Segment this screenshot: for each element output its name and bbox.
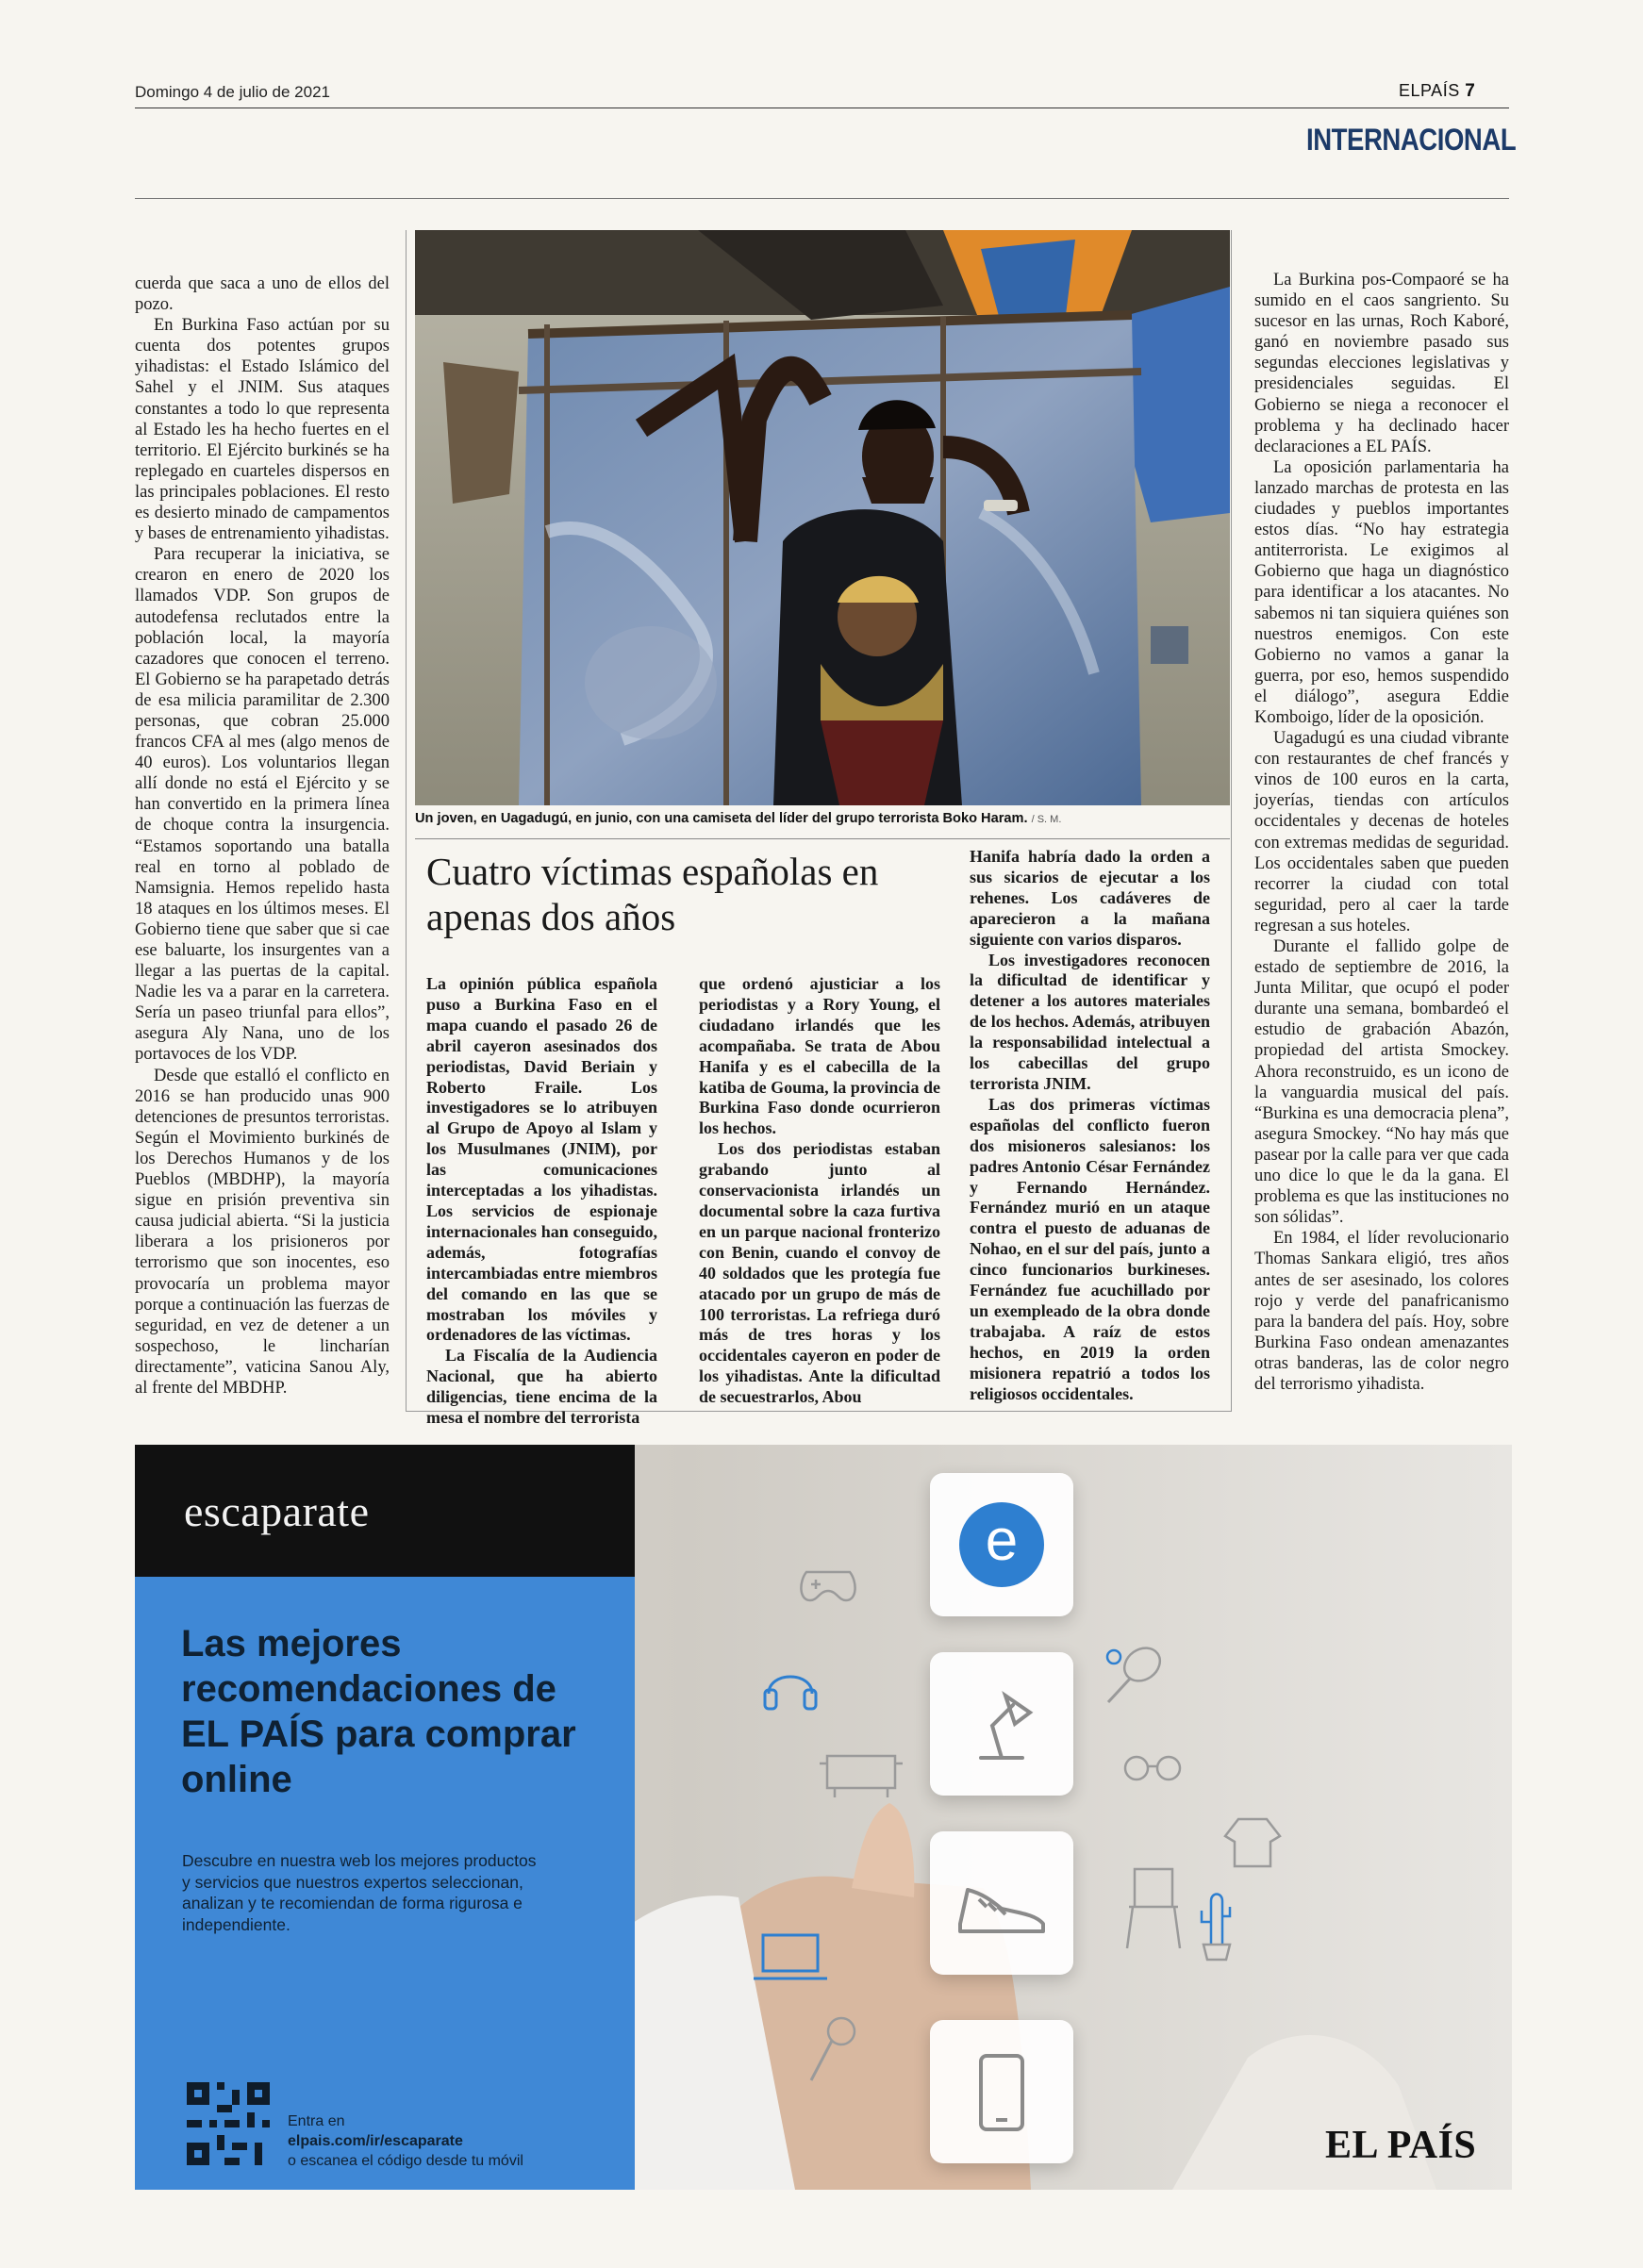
headphones-icon: [757, 1652, 823, 1718]
paragraph: cuerda que saca a uno de ellos del pozo.: [135, 274, 390, 315]
cta-url[interactable]: elpais.com/ir/escaparate: [288, 2133, 463, 2149]
paragraph: En Burkina Faso actúan por su cuenta dos potentes grupos yihadistas: el Estado Islámico del Sahel y el JNIM. Sus ataques constantes a todo lo que representa al Estado les ha hecho fuertes en el territorio. El Ejército burkinés se ha replegado en cuarteles dispersos en las principales poblaciones. El resto es desierto minado de campamentos y bases de entrenamiento yihadistas.: [135, 316, 390, 544]
ad-label: escaparate: [184, 1487, 370, 1535]
ad-brand-logo: EL PAÍS: [1325, 2124, 1477, 2167]
microphone-icon: [800, 2011, 866, 2095]
gamepad-icon: [795, 1553, 861, 1610]
ad-tile-escaparate: [930, 1473, 1073, 1616]
ad-headline: Las mejores recomendaciones de EL PAÍS para comprar online: [181, 1623, 576, 1800]
article-column-1: [135, 273, 390, 1399]
escaparate-e-icon: e: [959, 1502, 1044, 1587]
sidebar-title: Cuatro víctimas españolas en apenas dos años: [426, 850, 879, 938]
tennis-racket-icon: [1097, 1638, 1172, 1713]
section-rule: [135, 198, 1509, 199]
ad-label-bar: [135, 1445, 635, 1577]
paragraph: que ordenó ajusticiar a los periodistas y a Rory Young, el ciudadano irlandés que les acompañaba. Se trata de Abou Hanifa y es el cabecilla de la katiba de Gouma, la provincia de Burkina Faso donde ocurrieron los hechos.: [699, 974, 940, 1138]
page-number: 7: [1465, 81, 1476, 101]
ad-tile-sneaker: [930, 1831, 1073, 1975]
cactus-icon: [1187, 1888, 1243, 1963]
masthead: [1399, 81, 1475, 102]
paragraph: Los investigadores reconocen la dificultad de identificar y detener a los autores materiales de los hechos. Además, atribuyen la responsabilidad intelectual a los cabecillas del grupo terrorista JNIM.: [970, 950, 1210, 1093]
ad-tile-phone: [930, 2020, 1073, 2163]
sneaker-icon: [930, 1831, 1073, 1975]
brand-name: ELPAÍS: [1399, 81, 1460, 100]
article-column-right: [1254, 270, 1509, 1395]
escaparate-ad[interactable]: [135, 1445, 1512, 2190]
chair-icon: [1116, 1860, 1191, 1954]
sidebar-rule-top: [415, 838, 1230, 839]
photo-caption: [415, 811, 1236, 826]
paragraph: Desde que estalló el conflicto en 2016 se han producido unas 900 detenciones de presuntos terroristas. Según el Movimiento burkinés de los Derechos Humanos y de los Pueblos (MBDHP), la mayoría sigue en prisión preventiva sin causa judicial abierta. “Si la justicia liberara a los prisioneros por terrorismo que son inocentes, eso provocaría un problema mayor porque a continuación las fuerzas de seguridad, en vez de detener a un sospechoso, le lincharían directamente”, vaticina Sanou Aly, al frente del MBDHP.: [135, 1066, 390, 1398]
laptop-icon: [748, 1926, 833, 1992]
lamp-icon: [930, 1652, 1073, 1796]
sidebar-column-a: [426, 974, 657, 1429]
page-date: Domingo 4 de julio de 2021: [135, 83, 330, 101]
paragraph: La opinión pública española puso a Burkina Faso en el mapa cuando el pasado 26 de abril cayeron asesinados dos periodistas, David Beriain y Roberto Fraile. Los investigadores se lo atribuyen al Grupo de Apoyo al Islam y los Musulmanes (JNIM), por las comunicaciones interceptadas a los yihadistas. Los servicios de espionaje internacionales han conseguido, además, fotografías intercambiadas entre miembros del comando en las que se mostraban los móviles y ordenadores de las víctimas.: [426, 974, 657, 1345]
photo-credit: / S. M.: [1031, 814, 1062, 825]
sidebar-column-c: [970, 847, 1210, 1404]
hoodie-icon: [1220, 1808, 1286, 1874]
paragraph: Hanifa habría dado la orden a sus sicarios de ejecutar a los rehenes. Los cadáveres de aparecieron a la mañana siguiente con varios disparos.: [970, 847, 1210, 949]
paragraph: La Burkina pos-Compaoré se ha sumido en el caos sangriento. Su sucesor en las urnas, Roch Kaboré, ganó en noviembre pasado sus segundas elecciones legislativas y presidenciales seguidas. El Gobierno se niega a reconocer el problema y ha declinado hacer declaraciones a EL PAÍS.: [1254, 271, 1509, 456]
paragraph: En 1984, el líder revolucionario Thomas Sankara eligió, tres años antes de ser asesinado, los colores rojo y verde del panafricanismo para la bandera del país. Hoy, sobre Burkina Faso ondean amenazantes otras banderas, las de color negro del terrorismo yihadista.: [1254, 1229, 1509, 1394]
sidebar-rule-right: [1231, 230, 1232, 1411]
article-photo: [415, 230, 1230, 805]
paragraph: Uagadugú es una ciudad vibrante con restaurantes de chef francés y vinos de 100 euros en la carta, joyerías, tiendas con artículos occidentales y decenas de hoteles con extremas medidas de seguridad. Los occidentales saben que pueden recorrer la ciudad con total seguridad, pero al caer la tarde regresan a sus hoteles.: [1254, 729, 1509, 935]
ad-body: Descubre en nuestra web los mejores productos y servicios que nuestros expertos seleccionan, analizan y te recomiendan de forma rigurosa e independiente.: [182, 1851, 537, 1934]
sofa-icon: [814, 1728, 908, 1803]
sidebar-column-b: [699, 974, 940, 1408]
paragraph: La oposición parlamentaria ha lanzado marchas de protesta en las ciudades y pueblos importantes estos días. “No hay estrategia antiterrorista. Le exigimos al Gobierno que haga un diagnóstico para identificar a los atacantes. No sabemos ni tan siquiera quiénes son nuestros enemigos. Con este Gobierno no vamos a ganar la guerra, por eso, hemos suspendido el diálogo”, asegura Eddie Komboigo, líder de la oposición.: [1254, 457, 1509, 727]
paragraph: Los dos periodistas estaban grabando junto al conservacionista irlandés un documental sobre la caza furtiva en un parque nacional fronterizo con Benin, cuando el convoy de 40 soldados que les protegía fue atacado por un grupo de más de 100 terroristas. La refriega duró más de tres horas y los occidentales cayeron en poder de los yihadistas. Ante la dificultad de secuestrarlos, Abou: [699, 1139, 940, 1407]
smartphone-icon: [930, 2020, 1073, 2163]
ad-tile-lamp: [930, 1652, 1073, 1796]
paragraph: Para recuperar la iniciativa, se crearon en enero de 2020 los llamados VDP. Son grupos de autodefensa reclutados entre la población local, la mayoría cazadores que conocen el terreno. El Gobierno se ha parapetado detrás de esa milicia paramilitar de 2.300 personas, que cobran 25.000 francos CFA al mes (algo menos de 40 euros). Los voluntarios llegan allí donde no está el Ejército y se han convertido en la primera línea de choque contra la insurgencia. “Estamos soportando una batalla real en torno al poblado de Namsignia. Hemos repelido hasta 18 ataques en los últimos meses. El Gobierno tiene que saber que si cae ese baluarte, los insurgentes van a llegar a las puertas de la capital. Nadie les va a parar en la carretera. Sería un paseo triunfal para ellos”, asegura Aly Nana, uno de los portavoces de los VDP.: [135, 545, 390, 1065]
sidebar-rule-left: [406, 230, 407, 1411]
cta-line-1: Entra en: [288, 2113, 345, 2129]
glasses-icon: [1116, 1742, 1191, 1789]
caption-text: Un joven, en Uagadugú, en junio, con una camiseta del líder del grupo terrorista Boko Haram.: [415, 811, 1028, 826]
cta-line-2: o escanea el código desde tu móvil: [288, 2153, 523, 2169]
ad-cta: [288, 2111, 523, 2171]
paragraph: Durante el fallido golpe de estado de septiembre de 2016, la Junta Militar, que ocupó el poder durante una semana, bombardeó el estudio de grabación Abazón, propiedad del artista Smockey. Ahora reconstruido, es un icono de la vanguardia musical del país. “Burkina es una democracia plena”, asegura Smockey. “No hay más que pasear por la calle para ver que cada uno dice lo que le da la gana. El problema es que las instituciones no son sólidas”.: [1254, 937, 1509, 1228]
paragraph: Las dos primeras víctimas españolas del conflicto fueron dos misioneros salesianos: los padres Antonio César Fernández y Fernando Hernández. Fernández murió en un ataque contra el puesto de aduanas de Nohao, en el sur del país, junto a cinco funcionarios burkineses. Fernández fue acuchillado por un exempleado de la obra donde trabajaba. A raíz de estos hechos, en 2019 la orden misionera repatrió a todos los religiosos occidentales.: [970, 1094, 1210, 1403]
paragraph: La Fiscalía de la Audiencia Nacional, que ha abierto diligencias, tiene encima de la mesa el nombre del terrorista: [426, 1346, 657, 1428]
qr-code[interactable]: [187, 2082, 270, 2165]
section-title: INTERNACIONAL: [1306, 123, 1517, 157]
